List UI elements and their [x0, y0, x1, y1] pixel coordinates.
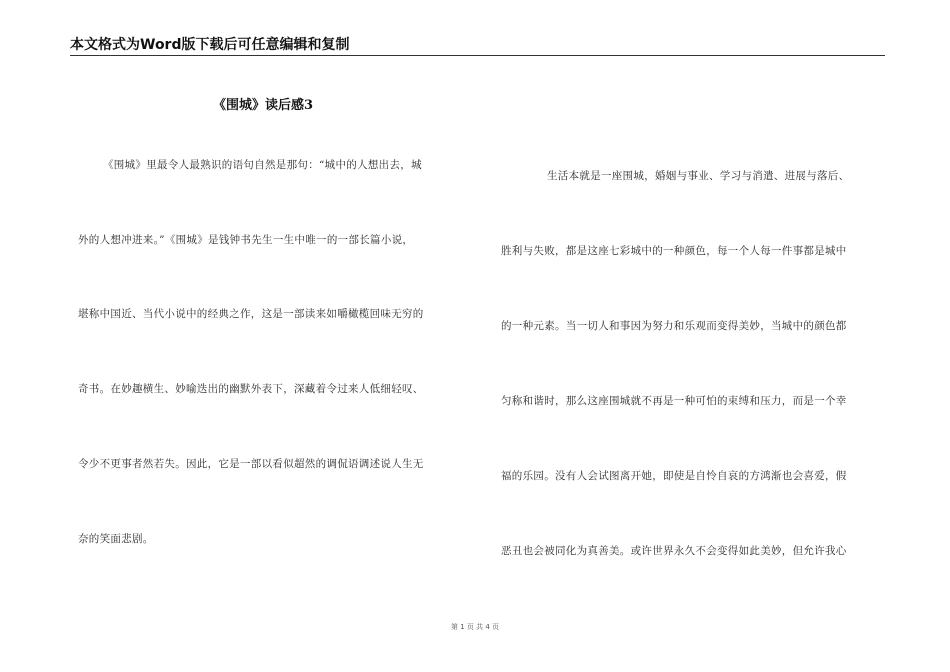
right-paragraph-line: 恶丑也会被同化为真善美。或许世界永久不会变得如此美妙，但允许我心 [501, 545, 847, 557]
document-title: 《围城》读后感3 [213, 98, 314, 113]
left-paragraph-line: 《围城》里最令人最熟识的语句自然是那句：“城中的人想出去，城 [103, 159, 422, 171]
header-rule [70, 55, 885, 56]
page-number: 第 1 页 共 4 页 [450, 623, 500, 631]
left-paragraph-line: 外的人想冲进来。”《围城》是钱钟书先生一生中唯一的一部长篇小说， [78, 234, 414, 246]
download-banner: 本文格式为Word版下载后可任意编辑和复制 [70, 37, 350, 53]
left-paragraph-line: 奇书。在妙趣横生、妙喻迭出的幽默外表下，深藏着令过来人低细轻叹、 [78, 383, 424, 395]
left-paragraph-line: 令少不更事者然若失。因此，它是一部以看似超然的调侃语调述说人生无 [78, 458, 424, 470]
left-paragraph-line: 奈的笑面悲剧。 [78, 533, 154, 545]
right-paragraph-line: 福的乐园。没有人会试图离开她，即使是自怜自哀的方鸿渐也会喜爱，假 [501, 470, 847, 482]
right-paragraph-line: 的一种元素。当一切人和事因为努力和乐观而变得美妙，当城中的颜色都 [501, 320, 847, 332]
right-paragraph-line: 生活本就是一座围城，婚姻与事业、学习与消遣、进展与落后、 [547, 170, 850, 182]
right-paragraph-line: 匀称和谐时，那么这座围城就不再是一种可怕的束缚和压力，而是一个幸 [501, 395, 847, 407]
left-paragraph-line: 堪称中国近、当代小说中的经典之作，这是一部读来如嚼橄榄回味无穷的 [78, 308, 424, 320]
right-paragraph-line: 胜利与失败，都是这座七彩城中的一种颜色，每一个人每一件事都是城中 [501, 245, 847, 257]
